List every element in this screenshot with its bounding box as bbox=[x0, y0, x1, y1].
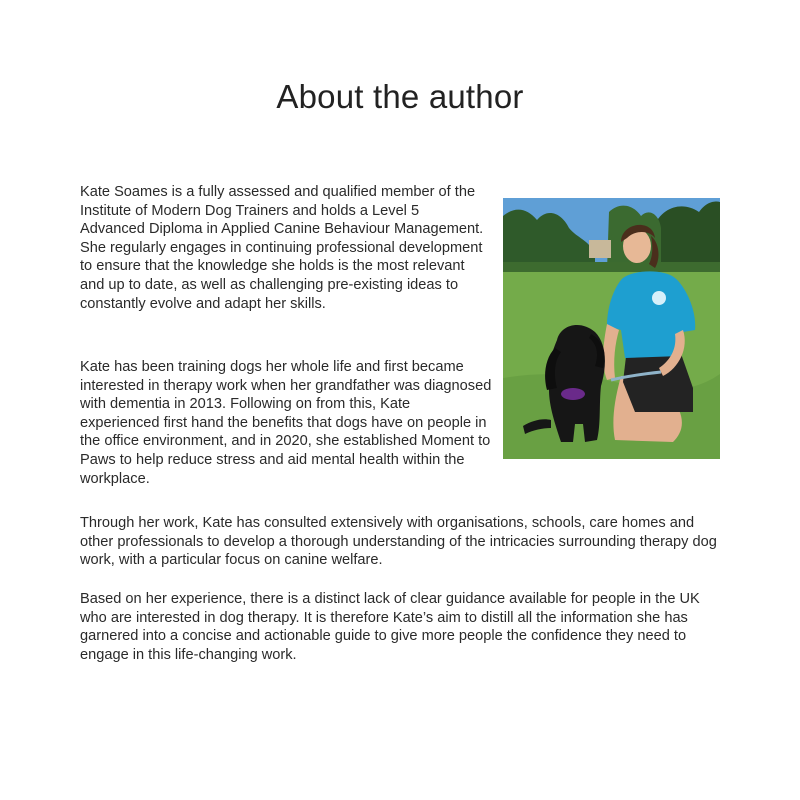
bio-paragraph-qualifications: Kate Soames is a fully assessed and qualified member of the Institute of Modern Dog Trainers and holds a Level 5 Advanced Diploma in Applied Canine Behaviour Management. She regularly engages in continuing professional development to ensure that the knowledge she holds is the most relevant and up to date, as well as challenging pre-existing ideas to constantly evolve and adapt her skills. bbox=[80, 184, 484, 312]
bio-paragraph-experience: Through her work, Kate has consulted extensively with organisations, schools, care homes and other professionals to develop a thorough understanding of the intricacies surrounding therapy dog work, with a particular focus on canine welfare. bbox=[80, 515, 717, 569]
bio-paragraph-background: Kate has been training dogs her whole life and first became interested in therapy work when her grandfather was diagnosed with dementia in 2013. Following on from this, Kate experienced first hand the benefits that dogs have on people in the office environment, and in 2020, she established Moment to Paws to help reduce stress and aid mental health within the workplace. bbox=[80, 359, 492, 487]
author-photo bbox=[503, 198, 720, 459]
bio-paragraph-aim: Based on her experience, there is a distinct lack of clear guidance available for people in the UK who are interested in dog therapy. It is therefore Kate’s aim to distill all the information she has garnered into a concise and actionable guide to give more people the confidence they need to engage in this life-changing work. bbox=[80, 591, 700, 663]
page-title: About the author bbox=[276, 78, 524, 115]
